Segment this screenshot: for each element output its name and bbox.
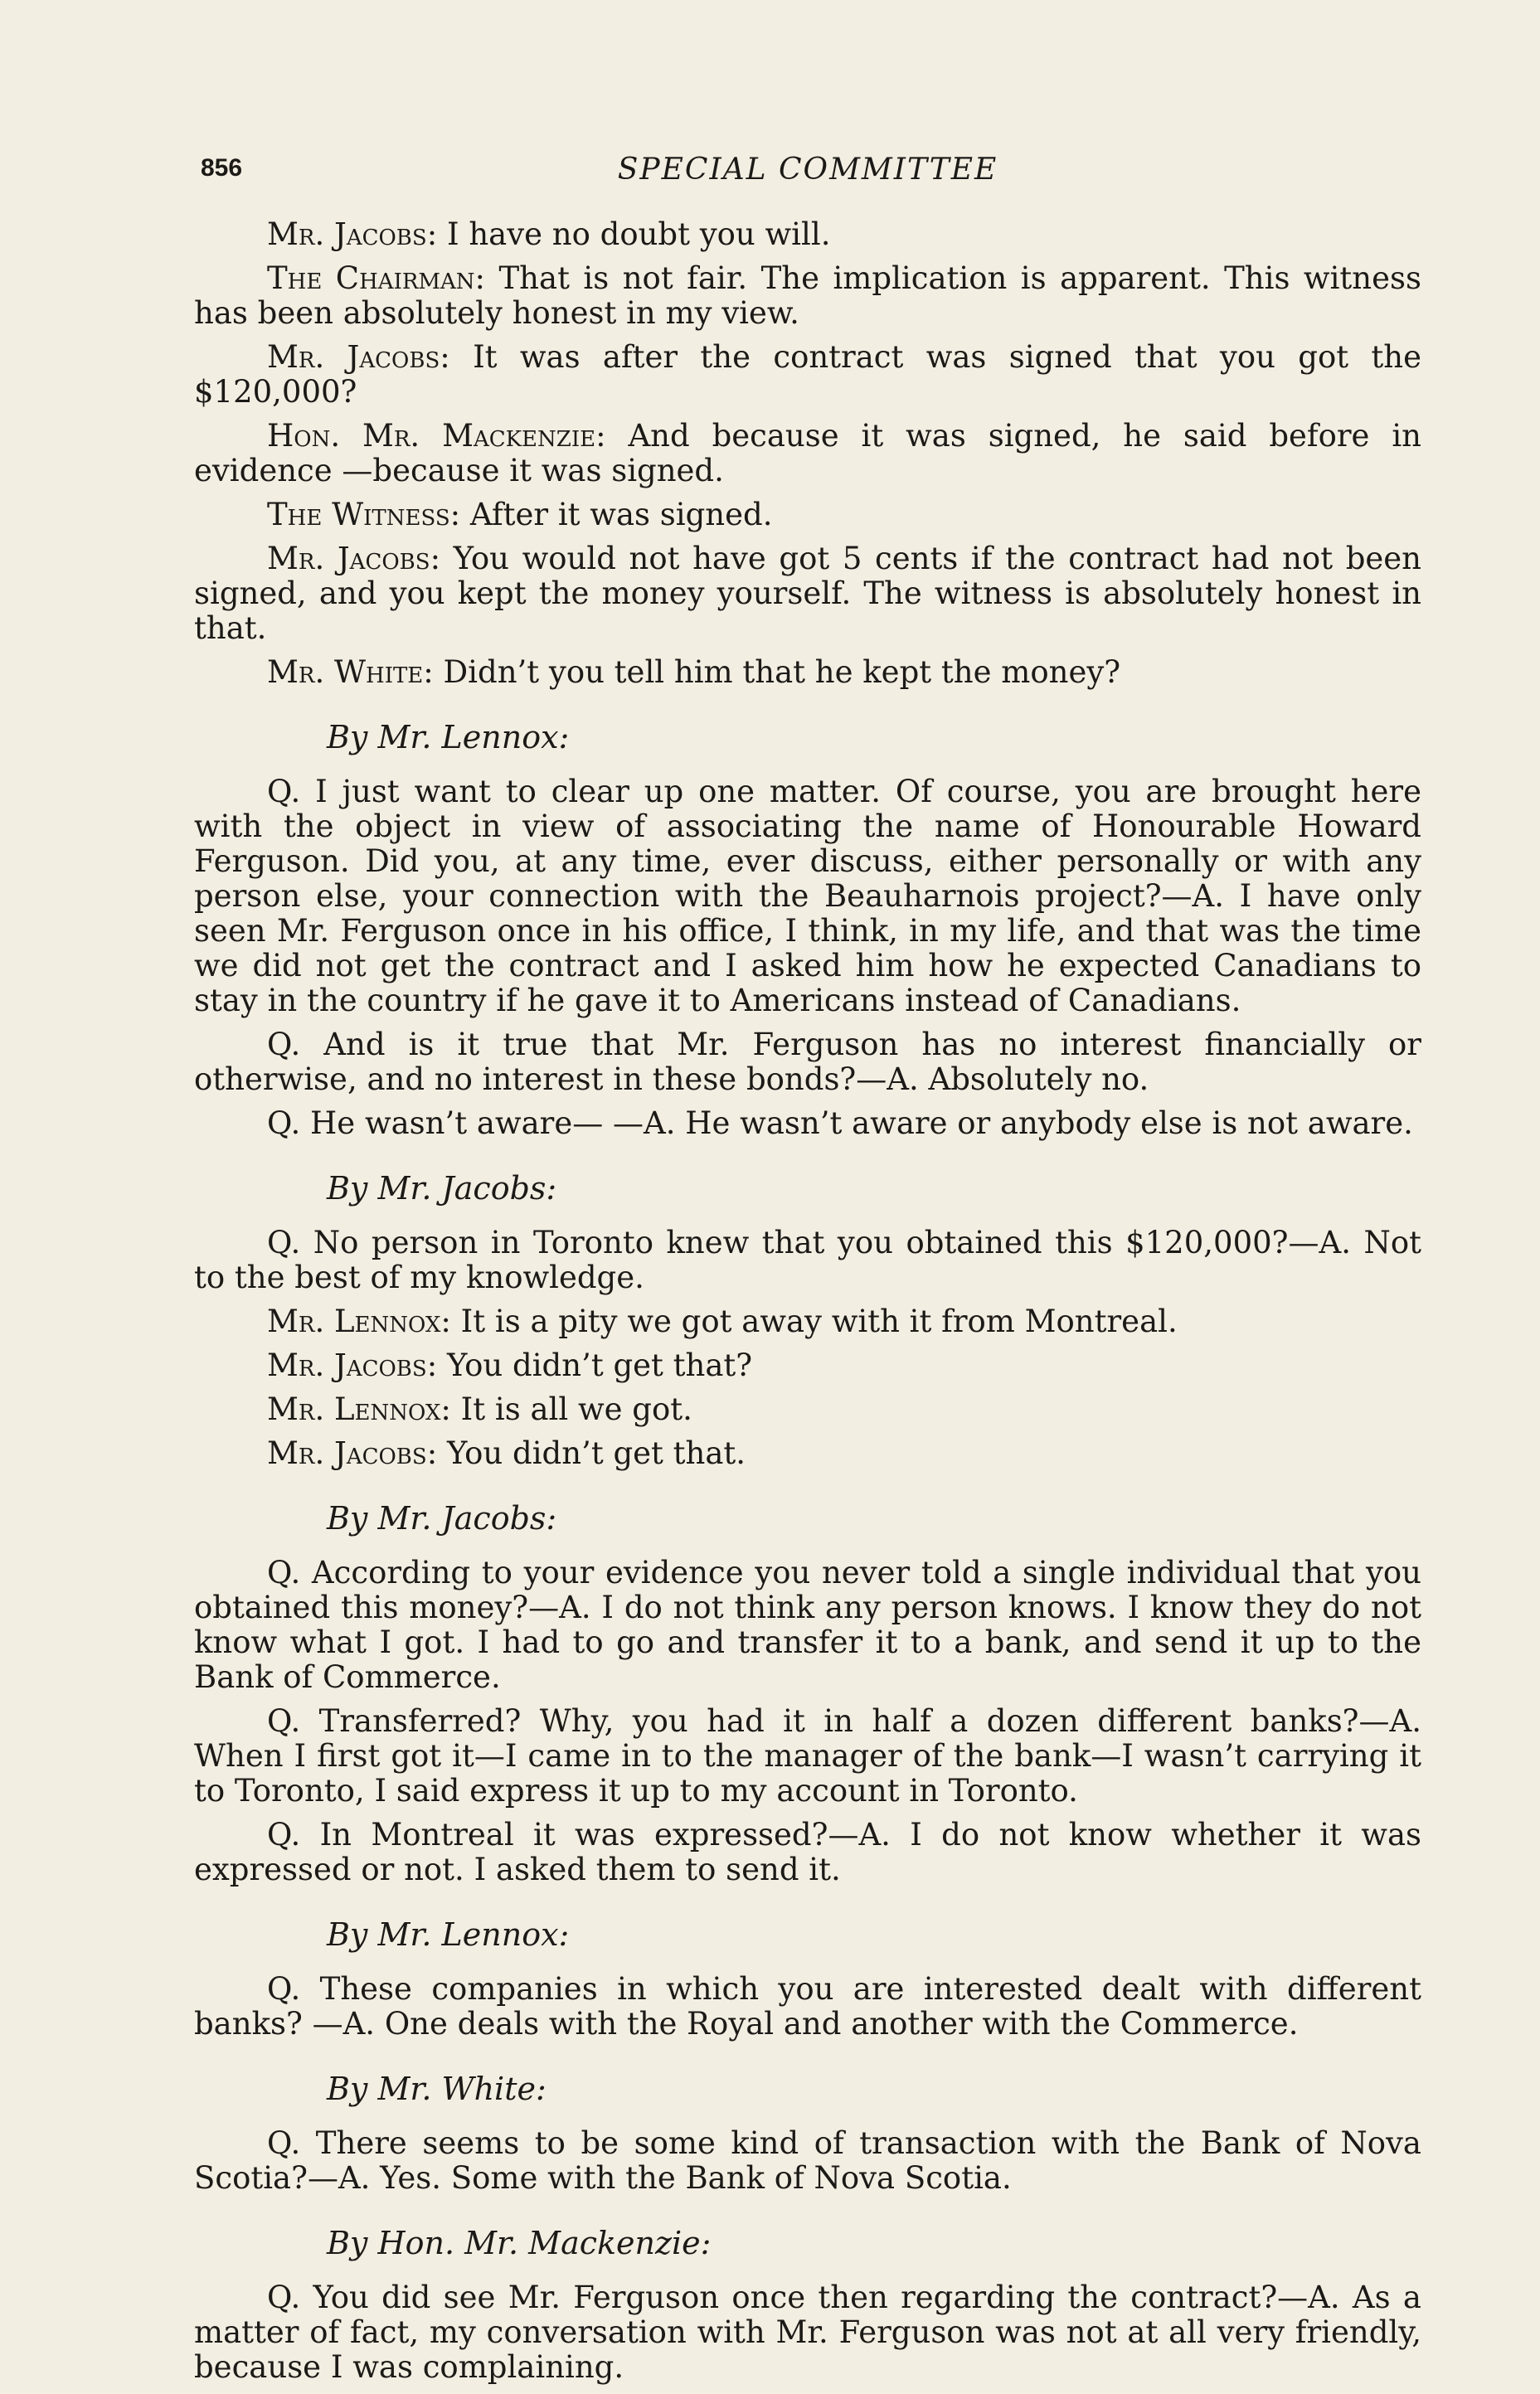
paragraph-text: That is not fair. The implication is apparent. This witness has been absolutely honest in my view. <box>194 260 1421 331</box>
paragraph-text: Q. According to your evidence you never told a single individual that you obtained this money?—A. I do not think any person knows. I know they do not know what I got. I had to go and transfer it to a bank, and send it up to the Bank of Commerce. <box>194 1555 1421 1695</box>
running-head: SPECIAL COMMITTEE <box>617 153 998 187</box>
paragraph-text: Q. And is it true that Mr. Ferguson has no interest financially or otherwise, and no interest in these bonds?—A. Absolutely no. <box>194 1027 1421 1097</box>
speaker-name: Mr. Jacobs: <box>267 339 450 375</box>
speaker-paragraph <box>194 1348 1421 1383</box>
examiner-heading: By Hon. Mr. Mackenzie: <box>327 2225 712 2261</box>
paragraph-text: And because it was signed, he said before in evidence —because it was signed. <box>194 418 1422 488</box>
examiner-heading: By Mr. Lennox: <box>327 1916 570 1953</box>
paragraph-text: It is all we got. <box>450 1391 692 1427</box>
paragraph-text: Q. You did see Mr. Ferguson once then regarding the contract?—A. As a matter of fact, my conversation with Mr. Ferguson was not at all very friendly, because I was complaining. <box>194 2280 1421 2385</box>
paragraph-text: I have no doubt you will. <box>437 216 831 252</box>
speaker-name: Mr. Lennox: <box>267 1304 451 1339</box>
question-answer-paragraph <box>194 775 1421 1018</box>
examiner-heading: By Mr. Jacobs: <box>327 1500 557 1537</box>
speaker-name: The Chairman: <box>267 260 486 296</box>
speaker-paragraph <box>194 655 1421 690</box>
examiner-heading: By Mr. White: <box>327 2071 547 2107</box>
question-answer-paragraph <box>194 1972 1421 2042</box>
speaker-name: Hon. Mr. Mackenzie: <box>267 418 606 454</box>
speaker-name: Mr. White: <box>267 654 434 690</box>
paragraph-text: Didn’t you tell him that he kept the money? <box>433 654 1121 690</box>
speaker-paragraph <box>194 419 1421 488</box>
speaker-paragraph <box>194 498 1421 532</box>
paragraph-text: It is a pity we got away with it from Montreal. <box>450 1304 1178 1339</box>
speaker-paragraph <box>194 1436 1421 1471</box>
testimony-text <box>194 217 1421 2394</box>
examiner-heading: By Mr. Jacobs: <box>327 1170 557 1207</box>
speaker-paragraph <box>194 340 1421 410</box>
question-answer-paragraph <box>194 2280 1421 2385</box>
question-answer-paragraph <box>194 1818 1421 1887</box>
paragraph-text: You didn’t get that. <box>437 1435 746 1471</box>
examiner-heading: By Mr. Lennox: <box>327 719 570 755</box>
paragraph-text: Q. Transferred? Why, you had it in half a dozen different banks?—A. When I first got it—I came in to the manager of the bank—I wasn’t carrying it to Toronto, I said express it up to my account in Toronto. <box>194 1703 1421 1809</box>
page-header <box>194 154 1421 196</box>
paragraph-text: Q. He wasn’t aware— —A. He wasn’t aware or anybody else is not aware. <box>267 1105 1413 1141</box>
question-answer-paragraph <box>194 2126 1421 2196</box>
speaker-paragraph <box>194 217 1421 252</box>
question-answer-paragraph <box>194 1556 1421 1695</box>
paragraph-text: Q. These companies in which you are interested dealt with different banks? —A. One deals with the Royal and another with the Commerce. <box>194 1971 1421 2042</box>
speaker-name: The Witness: <box>267 497 461 532</box>
paragraph-text: It was after the contract was signed that you got the $120,000? <box>194 339 1421 410</box>
paragraph-text: Q. There seems to be some kind of transaction with the Bank of Nova Scotia?—A. Yes. Some with the Bank of Nova Scotia. <box>194 2125 1421 2196</box>
speaker-paragraph <box>194 541 1421 646</box>
paragraph-text: Q. In Montreal it was expressed?—A. I do not know whether it was expressed or not. I asked them to send it. <box>194 1817 1421 1887</box>
question-answer-paragraph <box>194 1226 1421 1295</box>
question-answer-paragraph <box>194 1027 1421 1097</box>
paragraph-text: You didn’t get that? <box>437 1348 753 1383</box>
question-answer-paragraph <box>194 1106 1421 1141</box>
page-number: 856 <box>201 154 243 182</box>
paragraph-text: After it was signed. <box>460 497 773 532</box>
speaker-name: Mr. Jacobs: <box>267 1348 438 1383</box>
question-answer-paragraph <box>194 1704 1421 1809</box>
speaker-name: Mr. Jacobs: <box>267 216 438 252</box>
speaker-paragraph <box>194 261 1421 331</box>
speaker-name: Mr. Jacobs: <box>267 541 441 576</box>
speaker-name: Mr. Lennox: <box>267 1391 451 1427</box>
speaker-name: Mr. Jacobs: <box>267 1435 438 1471</box>
speaker-paragraph <box>194 1304 1421 1339</box>
paragraph-text: Q. I just want to clear up one matter. Of course, you are brought here with the object in view of associating the name of Honourable Howard Ferguson. Did you, at any time, ever discuss, either personally or with any person else, your connection with the Beauharnois project?—A. I have only seen Mr. Ferguson once in his office, I think, in my life, and that was the time we did not get the contract and I asked him how he expected Canadians to stay in the country if he gave it to Americans instead of Canadians. <box>194 774 1421 1018</box>
speaker-paragraph <box>194 1392 1421 1427</box>
paragraph-text: Q. No person in Toronto knew that you obtained this $120,000?—A. Not to the best of my knowledge. <box>194 1225 1421 1295</box>
paragraph-text: You would not have got 5 cents if the contract had not been signed, and you kept the money yourself. The witness is absolutely honest in that. <box>194 541 1422 646</box>
